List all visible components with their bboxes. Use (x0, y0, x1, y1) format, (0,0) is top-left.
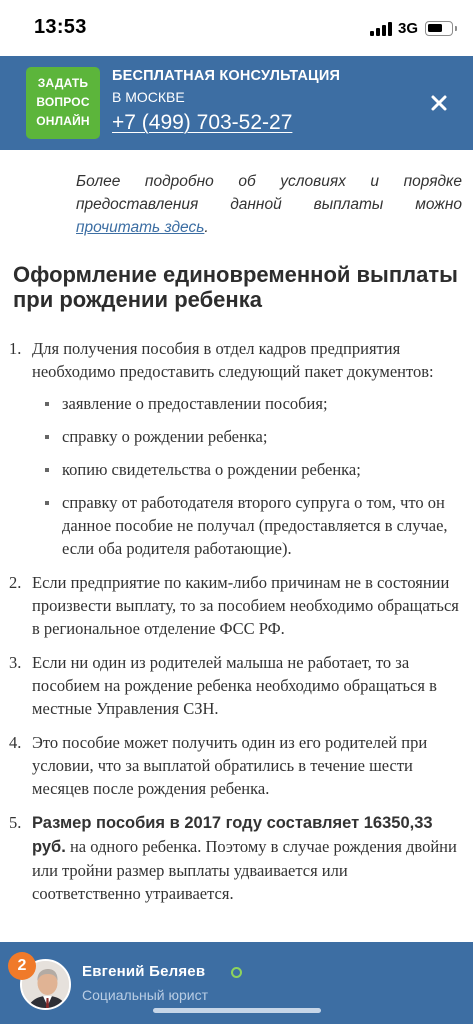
consultation-banner (0, 56, 473, 150)
documents-list (32, 392, 459, 560)
status-time: 13:53 (34, 16, 87, 38)
list-item: копию свидетельства о рождении ребенка; (32, 458, 459, 481)
intro-paragraph: Более подробно об условиях и порядке предоставления данной выплаты можно прочитать здесь. (76, 173, 462, 236)
read-here-link[interactable]: прочитать здесь (76, 219, 205, 236)
network-type: 3G (398, 20, 419, 37)
close-icon[interactable] (428, 92, 450, 114)
banner-city: В МОСКВЕ (112, 89, 185, 105)
phone-link[interactable]: +7 (499) 703-52-27 (112, 111, 293, 134)
list-item: 3. Если ни один из родителей малыша не работает, то за пособием на рождение ребенка необходимо обращаться в местные Управления СЗН. (9, 653, 437, 718)
status-bar (0, 0, 473, 56)
notification-badge: 2 (8, 952, 36, 980)
list-item: 1. Для получения пособия в отдел кадров предприятия необходимо предоставить следующий пакет документов: заявление о предоставлении пособия; справку о рождении ребенка; копию свидетельства о рождении ребенка; справку от работодателя второго супруга о том, что он данное пособие не получал (предоставляется в случае, если оба родителя работающие). (0, 337, 473, 560)
bullet-icon (45, 468, 49, 472)
lawyer-name: Евгений Беляев (82, 963, 206, 980)
battery-level (428, 24, 442, 32)
list-item: 5. Размер пособия в 2017 году составляет 16350,33 руб. на одного ребенка. Поэтому в случае рождения двойни или тройни размер выплаты удваивается или соответственно утраивается. (9, 813, 457, 903)
list-item: 2. Если предприятие по каким-либо причинам не в состоянии произвести выплату, то за пособием необходимо обращаться в региональное отделение ФСС РФ. (9, 573, 459, 638)
list-item: справку о рождении ребенка; (32, 425, 459, 448)
bullet-icon (45, 501, 49, 505)
battery-icon (425, 21, 453, 36)
list-item: заявление о предоставлении пособия; (32, 392, 459, 415)
list-item: справку от работодателя второго супруга о том, что он данное пособие не получал (предоставляется в случае, если оба родителя работающие). (32, 491, 459, 560)
steps-list (0, 337, 473, 916)
banner-title: БЕСПЛАТНАЯ КОНСУЛЬТАЦИЯ (112, 68, 341, 84)
bullet-icon (45, 435, 49, 439)
home-indicator[interactable] (153, 1008, 321, 1013)
signal-icon (370, 22, 396, 36)
list-item: 4. Это пособие может получить один из его родителей при условии, что за выплатой обратились в течение шести месяцев после рождения ребенка. (9, 733, 428, 798)
lawyer-role: Социальный юрист (82, 987, 209, 1003)
section-title: Оформление единовременной выплаты при рождении ребенка (13, 262, 458, 312)
benefit-amount: Размер пособия в 2017 году составляет 16350,33 руб. (32, 814, 433, 856)
online-status-icon (231, 967, 242, 978)
ask-question-online-button[interactable]: ЗАДАТЬ ВОПРОС ОНЛАЙН (26, 67, 100, 139)
bullet-icon (45, 402, 49, 406)
